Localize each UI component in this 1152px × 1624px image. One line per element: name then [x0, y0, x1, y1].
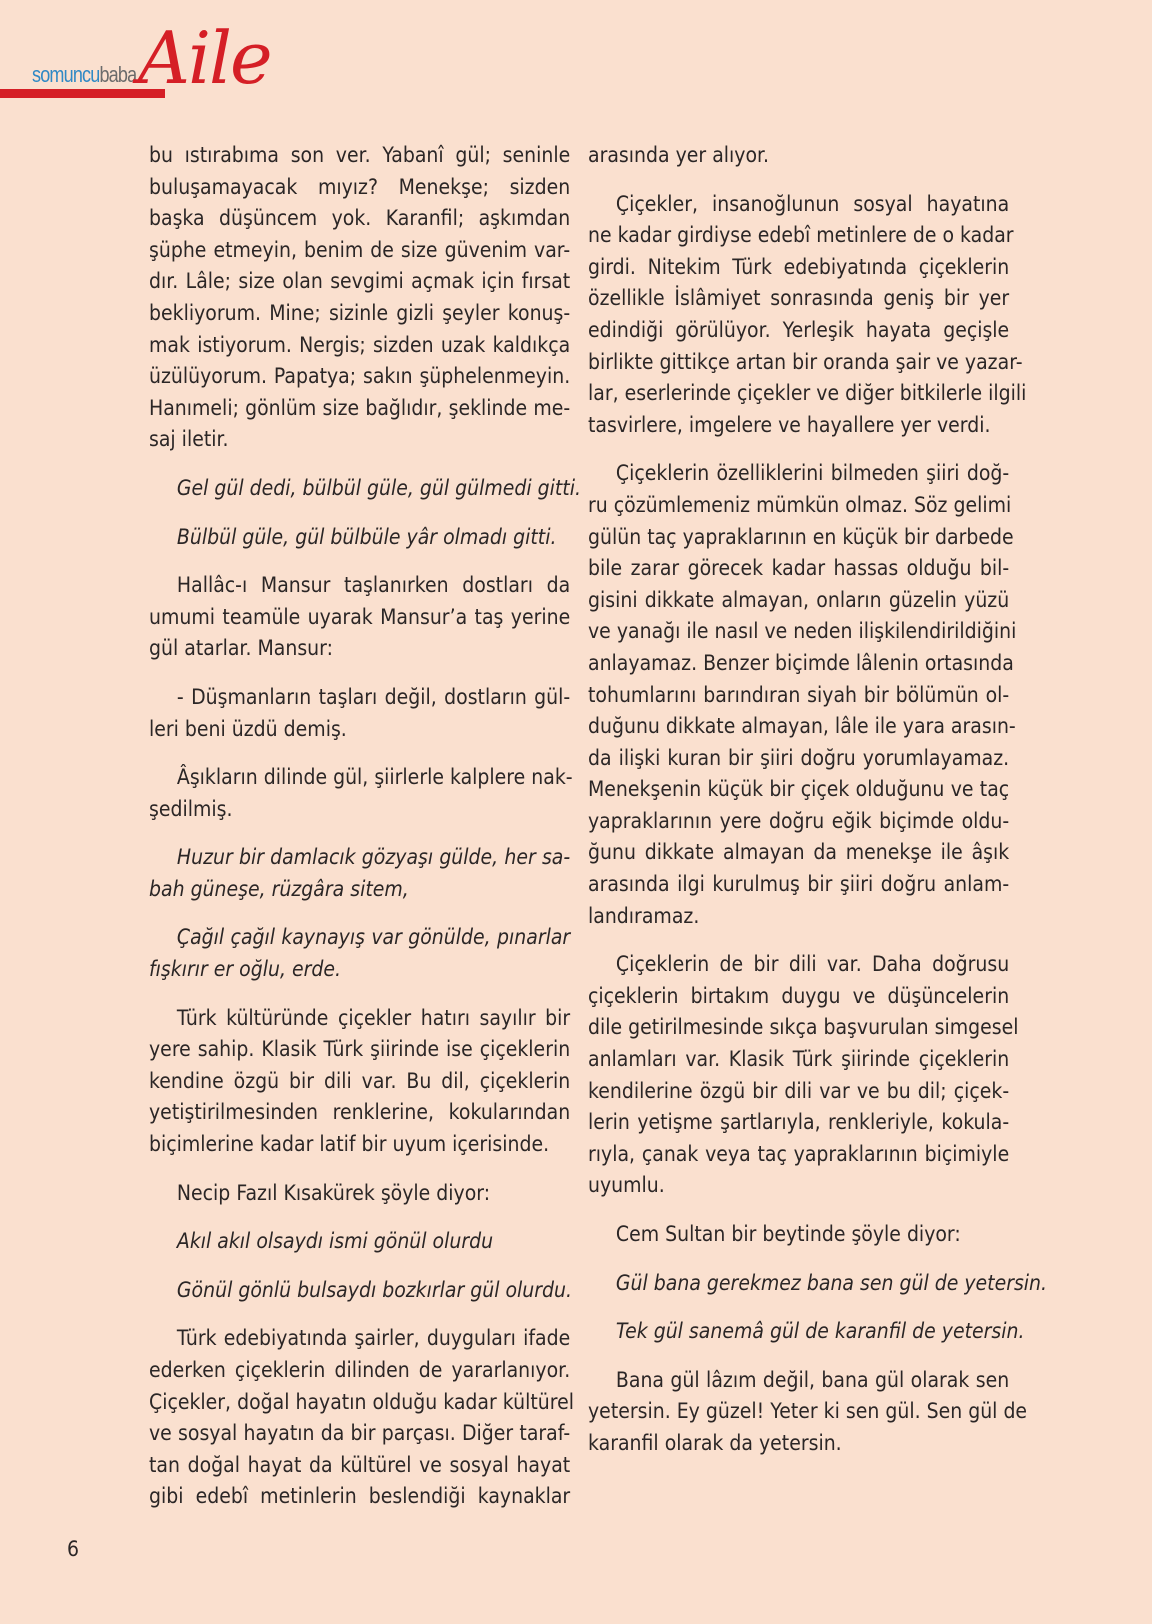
- verse-paragraph: [149, 522, 570, 554]
- text-line: rıyla, çanak veya taç yapraklarının biçimiyle: [588, 1141, 1010, 1166]
- text-line: girdi. Nitekim Türk edebiyatında çiçeklerin: [588, 254, 1010, 279]
- text-line: Hallâc-ı Mansur taşlanırken dostları da: [176, 573, 571, 598]
- verse-paragraph: [588, 1316, 1025, 1348]
- page-number: 6: [67, 1537, 80, 1561]
- text-line: üzülüyorum. Papatya; sakın şüphelenmeyin.: [149, 364, 571, 389]
- body-paragraph: [588, 140, 1009, 172]
- text-line: duğunu dikkate almayan, lâle ile yara arasın-: [588, 714, 1016, 739]
- brand-title-aile: Aile: [138, 16, 271, 100]
- text-line: tasvirlere, imgelere ve hayallere yer verdi.: [588, 412, 991, 437]
- text-line: uyumlu.: [588, 1173, 665, 1198]
- text-line: ru çözümlemeniz mümkün olmaz. Söz gelimi: [588, 492, 1012, 517]
- verse-paragraph: [149, 473, 581, 505]
- text-line: umumi teamüle uyarak Mansur’a taş yerine: [149, 604, 571, 629]
- text-line: Tek gül sanemâ gül de karanfil de yetersin.: [615, 1319, 1025, 1344]
- text-line: Çiçekler, insanoğlunun sosyal hayatına: [615, 191, 1010, 216]
- verse-paragraph: [588, 1268, 1048, 1300]
- text-line: Bülbül güle, gül bülbüle yâr olmadı gitti.: [176, 524, 557, 549]
- text-line: fışkırır er oğlu, erde.: [149, 957, 341, 982]
- verse-paragraph: [149, 1275, 573, 1307]
- brand-part-baba: baba: [99, 62, 137, 87]
- text-line: Âşıkların dilinde gül, şiirlerle kalplere nak-: [176, 765, 573, 790]
- text-line: ne kadar girdiyse edebî metinlere de o kadar: [588, 223, 1014, 248]
- text-line: birlikte gittikçe artan bir oranda şair ve yazar-: [588, 349, 1023, 374]
- brand-logo-text: [32, 62, 136, 88]
- text-line: leri beni üzdü demiş.: [149, 716, 347, 741]
- text-line: arasında ilgi kurulmuş bir şiiri doğru anlam-: [588, 872, 1010, 897]
- text-line: başka düşüncem yok. Karanfil; aşkımdan: [149, 206, 571, 231]
- text-line: Akıl akıl olsaydı ismi gönül olurdu: [176, 1229, 494, 1254]
- body-paragraph: [588, 1219, 1009, 1251]
- body-paragraph: [588, 949, 1019, 1202]
- text-line: dır. Lâle; size olan sevgimi açmak için fırsat: [149, 269, 571, 294]
- text-line: yere sahip. Klasik Türk şiirinde ise çiçeklerin: [149, 1037, 571, 1062]
- brand-part-somuncu: somuncu: [32, 62, 100, 87]
- text-line: arasında yer alıyor.: [588, 143, 770, 167]
- text-line: gül atarlar. Mansur:: [149, 636, 333, 661]
- text-line: lerin yetişme şartlarıyla, renkleriyle, kokula-: [588, 1110, 1010, 1135]
- text-line: ğunu dikkate almayan da menekşe ile âşık: [588, 840, 1010, 865]
- text-line: şedilmiş.: [149, 796, 233, 821]
- text-line: karanfil olarak da yetersin.: [588, 1430, 842, 1455]
- text-line: da ilişki kuran bir şiiri doğru yorumlayamaz.: [588, 745, 1010, 770]
- text-line: Hanımeli; gönlüm size bağlıdır, şeklinde me-: [149, 395, 571, 420]
- text-line: kendine özgü bir dili var. Bu dil, çiçeklerin: [149, 1068, 571, 1093]
- body-paragraph: [149, 1178, 570, 1210]
- text-line: saj iletir.: [149, 427, 229, 452]
- text-line: ve sosyal hayatın da bir parçası. Diğer taraf-: [149, 1421, 571, 1446]
- body-paragraph: [588, 458, 1017, 932]
- text-line: buluşamayacak mıyız? Menekşe; sizden: [149, 174, 571, 199]
- text-line: tan doğal hayat da kültürel ve sosyal hayat: [149, 1452, 571, 1477]
- magazine-header: [0, 0, 1152, 130]
- text-line: Necip Fazıl Kısakürek şöyle diyor:: [176, 1180, 491, 1205]
- text-line: Çiçeklerin özelliklerini bilmeden şiiri doğ-: [615, 461, 1010, 486]
- left-text-column: [149, 140, 581, 1530]
- text-line: Türk edebiyatında şairler, duyguları ifade: [176, 1326, 571, 1351]
- text-line: Gül bana gerekmez bana sen gül de yetersin.: [615, 1270, 1048, 1295]
- verse-paragraph: [149, 1226, 570, 1258]
- right-text-column: [588, 140, 1048, 1477]
- verse-paragraph: [149, 922, 570, 985]
- body-paragraph: [588, 1365, 1028, 1460]
- text-line: yetiştirilmesinden renklerine, kokularından: [149, 1100, 571, 1125]
- text-line: tohumlarını barındıran siyah bir bölümün ol-: [588, 682, 1010, 707]
- text-line: anlayamaz. Benzer biçimde lâlenin ortasında: [588, 650, 1014, 675]
- text-line: landıramaz.: [588, 903, 700, 928]
- text-line: bah güneşe, rüzgâra sitem,: [149, 876, 409, 901]
- text-line: mak istiyorum. Nergis; sizden uzak kaldıkça: [149, 332, 571, 357]
- body-paragraph: [149, 682, 570, 745]
- body-paragraph: [149, 1003, 570, 1161]
- text-line: şüphe etmeyin, benim de size güvenim var-: [149, 237, 571, 262]
- text-line: yapraklarının yere doğru eğik biçimde oldu-: [588, 808, 1010, 833]
- verse-paragraph: [149, 842, 570, 905]
- text-line: anlamları var. Klasik Türk şiirinde çiçeklerin: [588, 1047, 1010, 1072]
- body-paragraph: [149, 570, 570, 665]
- body-paragraph: [149, 1323, 574, 1513]
- text-line: - Düşmanların taşları değil, dostların gül-: [176, 684, 571, 709]
- text-line: kendilerine özgü bir dili var ve bu dil; çiçek-: [588, 1078, 1010, 1103]
- text-line: bu ıstırabıma son ver. Yabanî gül; seninle: [149, 143, 571, 167]
- text-line: lar, eserlerinde çiçekler ve diğer bitkilerle ilgili: [588, 381, 1027, 406]
- text-line: Huzur bir damlacık gözyaşı gülde, her sa-: [176, 845, 571, 870]
- text-line: gisini dikkate almayan, onların güzelin yüzü: [588, 587, 1010, 612]
- text-line: Türk kültüründe çiçekler hatırı sayılır bir: [176, 1005, 571, 1030]
- text-line: Bana gül lâzım değil, bana gül olarak sen: [615, 1367, 1010, 1392]
- text-line: bekliyorum. Mine; sizinle gizli şeyler konuş-: [149, 300, 571, 325]
- text-line: özellikle İslâmiyet sonrasında geniş bir yer: [588, 286, 1010, 311]
- text-line: ederken çiçeklerin dilinden de yararlanıyor.: [149, 1358, 571, 1382]
- text-line: ve yanağı ile nasıl ve neden ilişkilendirildiğini: [588, 619, 1017, 644]
- text-line: edindiği görülüyor. Yerleşik hayata geçişle: [588, 317, 1010, 342]
- text-line: Çiçeklerin de bir dili var. Daha doğrusu: [615, 952, 1010, 977]
- text-line: Gel gül dedi, bülbül güle, gül gülmedi gitti.: [176, 475, 581, 500]
- body-paragraph: [149, 762, 573, 825]
- text-line: Cem Sultan bir beytinde şöyle diyor:: [615, 1222, 961, 1246]
- text-line: bile zarar görecek kadar hassas olduğu bil-: [588, 556, 1010, 581]
- text-line: Menekşenin küçük bir çiçek olduğunu ve taç: [588, 777, 1010, 802]
- body-paragraph: [149, 140, 570, 456]
- text-line: biçimlerine kadar latif bir uyum içerisinde.: [149, 1132, 550, 1157]
- text-line: gibi edebî metinlerin beslendiği kaynaklar: [149, 1484, 571, 1509]
- text-line: gülün taç yapraklarının en küçük bir darbede: [588, 524, 1014, 549]
- body-paragraph: [588, 189, 1027, 442]
- text-line: Gönül gönlü bulsaydı bozkırlar gül olurdu.: [176, 1277, 573, 1302]
- text-line: Çağıl çağıl kaynayış var gönülde, pınarlar: [176, 925, 571, 950]
- text-line: yetersin. Ey güzel! Yeter ki sen gül. Sen gül de: [588, 1399, 1028, 1424]
- text-line: çiçeklerin birtakım duygu ve düşüncelerin: [588, 983, 1010, 1008]
- text-line: dile getirilmesinde sıkça başvurulan simgesel: [588, 1015, 1019, 1040]
- text-line: Çiçekler, doğal hayatın olduğu kadar kültürel: [149, 1389, 574, 1414]
